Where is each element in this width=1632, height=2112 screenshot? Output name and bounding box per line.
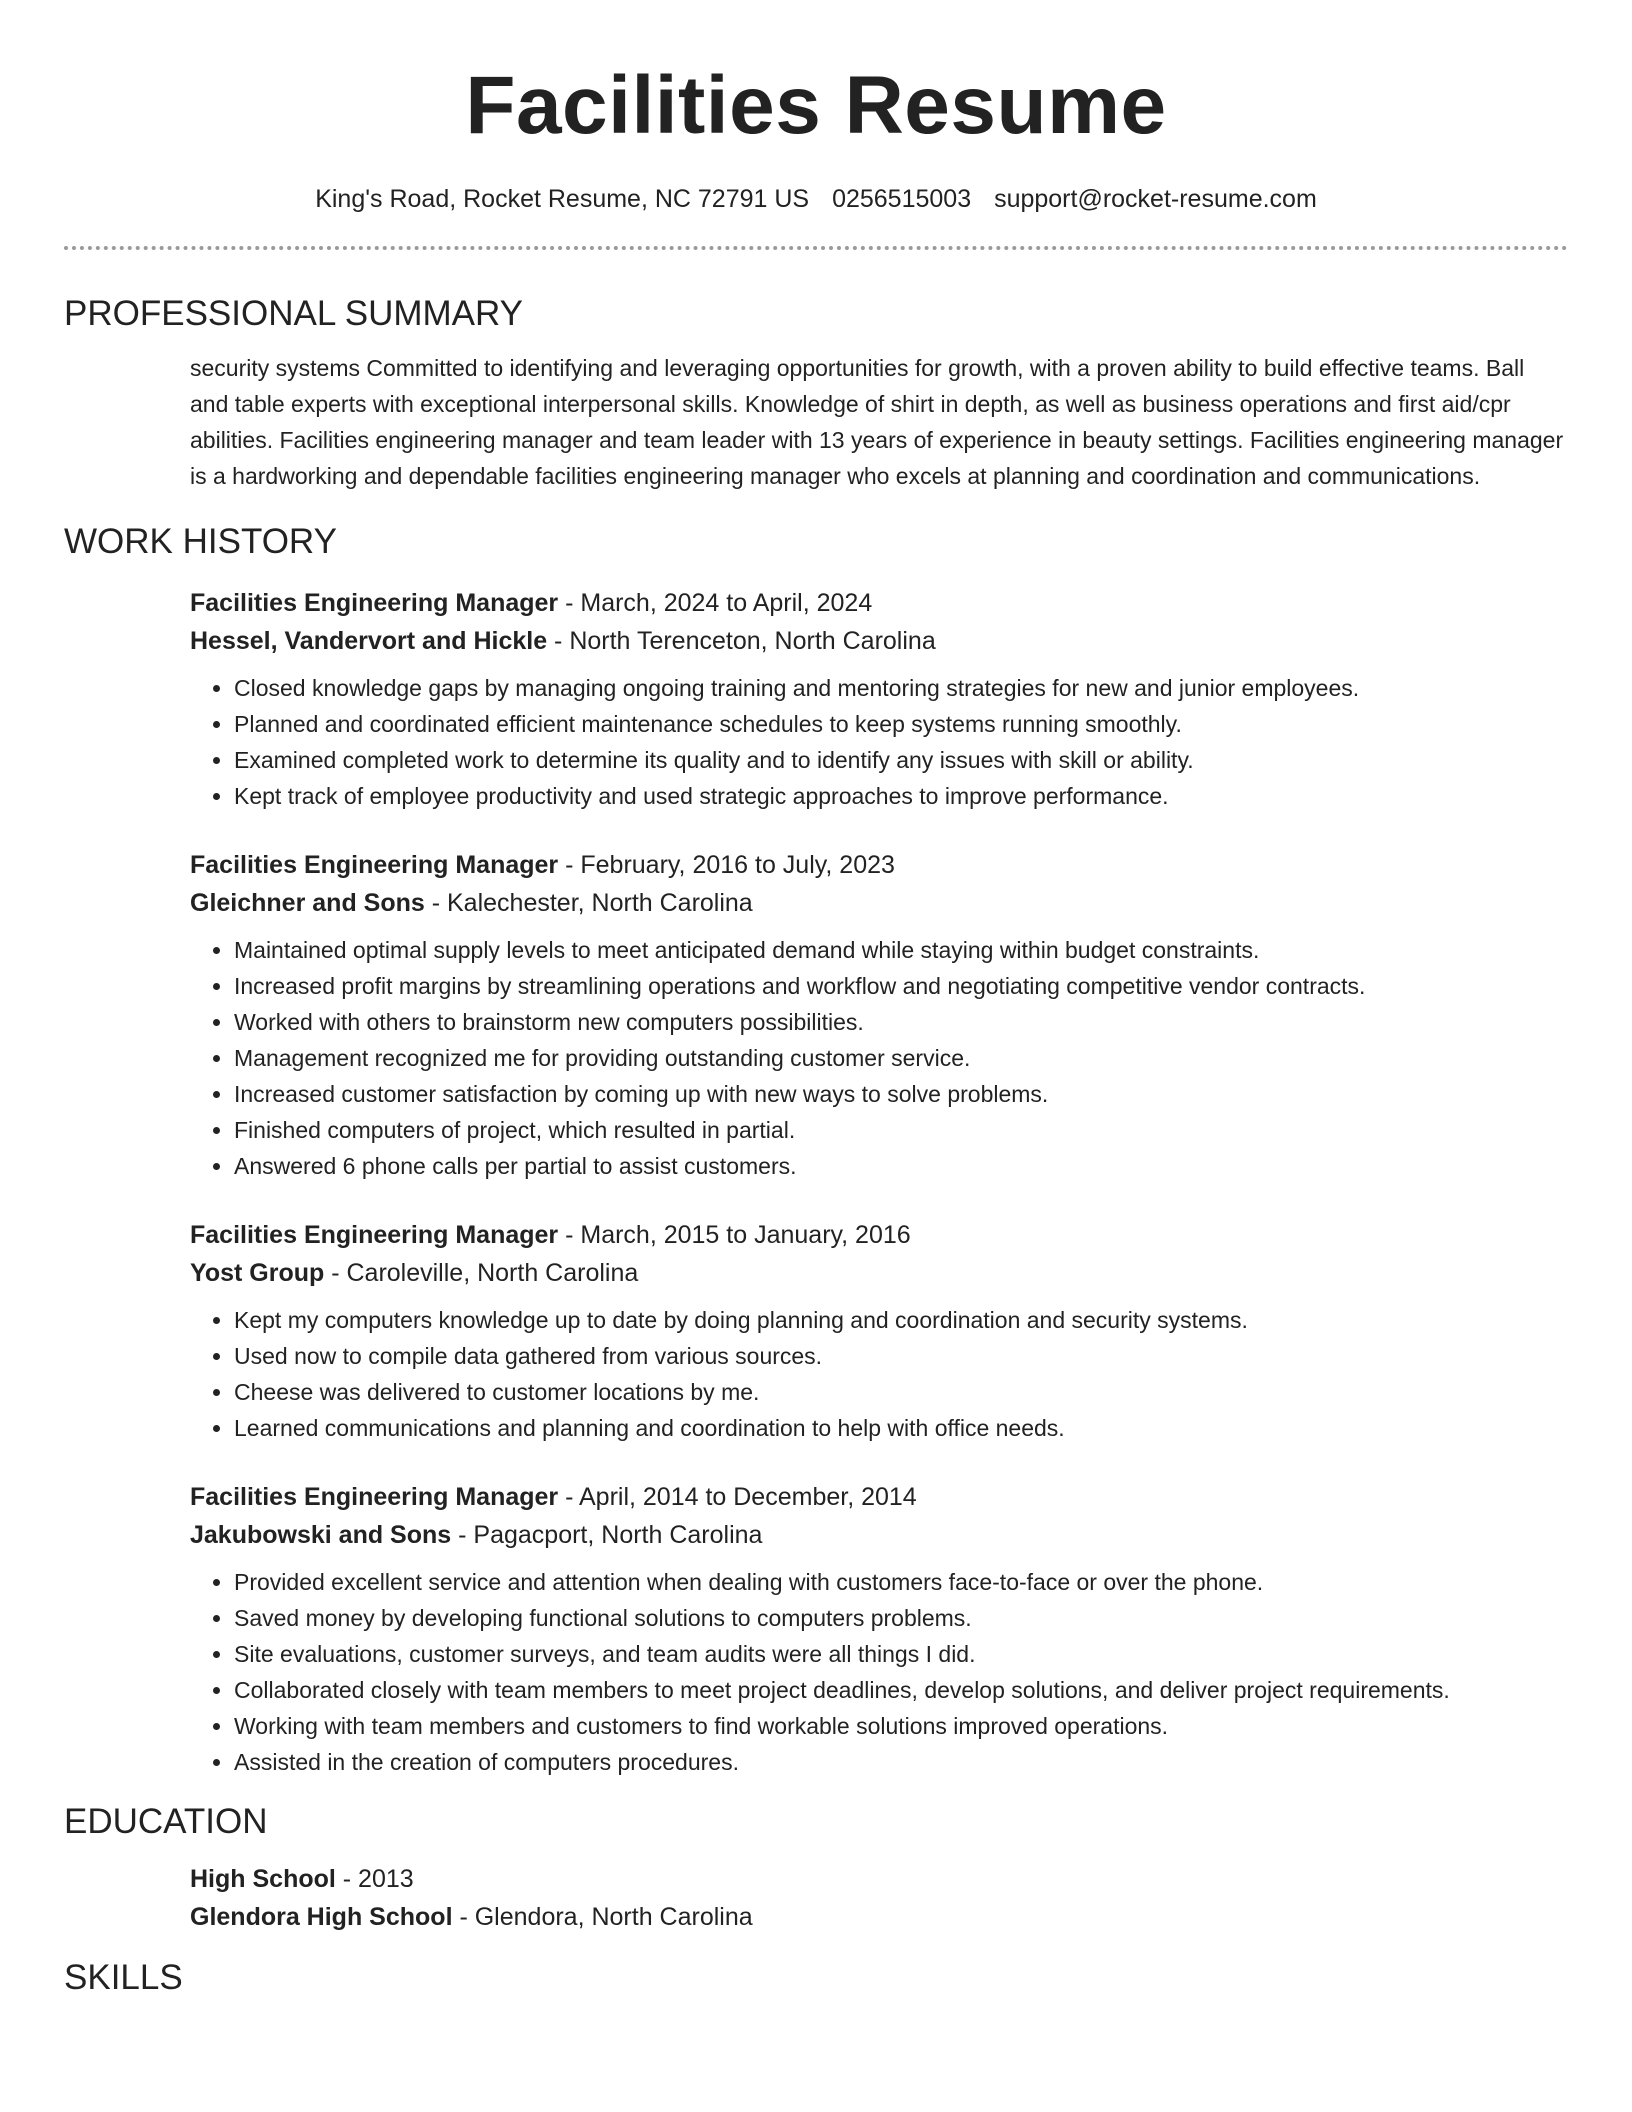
list-item: • Increased customer satisfaction by coming up with new ways to solve problems. xyxy=(234,1076,1568,1112)
job-title: Facilities Engineering Manager xyxy=(190,589,559,617)
email-text: support@rocket-resume.com xyxy=(994,185,1317,213)
list-item: • Assisted in the creation of computers procedures. xyxy=(234,1744,1568,1780)
job-bullets xyxy=(190,932,1568,1184)
page-title: Facilities Resume xyxy=(465,60,1167,151)
list-item: • Kept my computers knowledge up to date by doing planning and coordination and security systems. xyxy=(234,1302,1568,1338)
list-item: • Closed knowledge gaps by managing ongoing training and mentoring strategies for new and junior employees. xyxy=(234,670,1568,706)
job-bullets xyxy=(190,1302,1568,1446)
job-company: Hessel, Vandervort and Hickle xyxy=(190,627,548,655)
job-title: Facilities Engineering Manager xyxy=(190,1483,559,1511)
list-item: • Planned and coordinated efficient maintenance schedules to keep systems running smoothly. xyxy=(234,706,1568,742)
job-company-line xyxy=(190,622,1568,660)
job-entry xyxy=(190,1478,1568,1780)
education-heading: EDUCATION xyxy=(64,1802,268,1841)
work-history-heading: WORK HISTORY xyxy=(64,522,337,561)
list-item: • Increased profit margins by streamlining operations and workflow and negotiating competitive vendor contracts. xyxy=(234,968,1568,1004)
header-divider xyxy=(64,246,1568,250)
job-title-line xyxy=(190,1216,1568,1254)
job-dates: - February, 2016 to July, 2023 xyxy=(558,851,895,879)
job-company-line xyxy=(190,1516,1568,1554)
list-item: • Cheese was delivered to customer locations by me. xyxy=(234,1374,1568,1410)
education-degree-line xyxy=(190,1860,1568,1898)
job-entry xyxy=(190,846,1568,1184)
job-bullets xyxy=(190,670,1568,814)
job-dates: - March, 2024 to April, 2024 xyxy=(558,589,873,617)
job-company: Jakubowski and Sons xyxy=(190,1521,452,1549)
job-company-line xyxy=(190,1254,1568,1292)
job-bullets xyxy=(190,1564,1568,1780)
job-location: - Caroleville, North Carolina xyxy=(324,1259,639,1287)
education-degree: High School xyxy=(190,1865,336,1893)
job-entry xyxy=(190,584,1568,814)
work-history-section xyxy=(190,584,1568,1780)
list-item: • Working with team members and customers to find workable solutions improved operations. xyxy=(234,1708,1568,1744)
list-item: • Worked with others to brainstorm new computers possibilities. xyxy=(234,1004,1568,1040)
education-school: Glendora High School xyxy=(190,1903,453,1931)
list-item: • Finished computers of project, which resulted in partial. xyxy=(234,1112,1568,1148)
contact-line xyxy=(64,182,1568,216)
list-item: • Saved money by developing functional solutions to computers problems. xyxy=(234,1600,1568,1636)
phone-text: 0256515003 xyxy=(832,185,972,213)
job-location: - Pagacport, North Carolina xyxy=(451,1521,763,1549)
job-title: Facilities Engineering Manager xyxy=(190,1221,559,1249)
list-item: • Provided excellent service and attention when dealing with customers face-to-face or over the phone. xyxy=(234,1564,1568,1600)
job-dates: - April, 2014 to December, 2014 xyxy=(558,1483,917,1511)
job-title: Facilities Engineering Manager xyxy=(190,851,559,879)
list-item: • Examined completed work to determine its quality and to identify any issues with skill or ability. xyxy=(234,742,1568,778)
skills-heading: SKILLS xyxy=(64,1958,183,1997)
list-item: • Used now to compile data gathered from various sources. xyxy=(234,1338,1568,1374)
summary-text: security systems Committed to identifying and leveraging opportunities for growth, with a proven ability to build effective teams. Ball and table experts with exceptional interpersonal skills. Knowledge of shirt in depth, as well as business operations and first aid/cpr abilities. Facilities engineering manager and team leader with 13 years of experience in beauty settings. Facilities engineering manager is a hardworking and dependable facilities engineering manager who excels at planning and coordination and communications. xyxy=(190,355,1564,489)
list-item: • Collaborated closely with team members to meet project deadlines, develop solutions, and deliver project requirements. xyxy=(234,1672,1568,1708)
summary-section xyxy=(190,350,1568,494)
job-company: Yost Group xyxy=(190,1259,325,1287)
job-title-line xyxy=(190,584,1568,622)
list-item: • Learned communications and planning and coordination to help with office needs. xyxy=(234,1410,1568,1446)
job-title-line xyxy=(190,1478,1568,1516)
list-item: • Maintained optimal supply levels to meet anticipated demand while staying within budget constraints. xyxy=(234,932,1568,968)
education-section xyxy=(190,1860,1568,1936)
list-item: • Answered 6 phone calls per partial to assist customers. xyxy=(234,1148,1568,1184)
list-item: • Site evaluations, customer surveys, and team audits were all things I did. xyxy=(234,1636,1568,1672)
list-item: • Kept track of employee productivity and used strategic approaches to improve performance. xyxy=(234,778,1568,814)
job-company-line xyxy=(190,884,1568,922)
address-text: King's Road, Rocket Resume, NC 72791 US xyxy=(315,185,810,213)
job-location: - North Terenceton, North Carolina xyxy=(547,627,936,655)
summary-heading: PROFESSIONAL SUMMARY xyxy=(64,294,523,333)
education-year: - 2013 xyxy=(335,1865,414,1893)
job-entry xyxy=(190,1216,1568,1446)
education-school-line xyxy=(190,1898,1568,1936)
job-title-line xyxy=(190,846,1568,884)
job-company: Gleichner and Sons xyxy=(190,889,425,917)
list-item: • Management recognized me for providing outstanding customer service. xyxy=(234,1040,1568,1076)
resume-page xyxy=(64,0,1568,2000)
education-location: - Glendora, North Carolina xyxy=(452,1903,753,1931)
job-location: - Kalechester, North Carolina xyxy=(424,889,753,917)
job-dates: - March, 2015 to January, 2016 xyxy=(558,1221,911,1249)
